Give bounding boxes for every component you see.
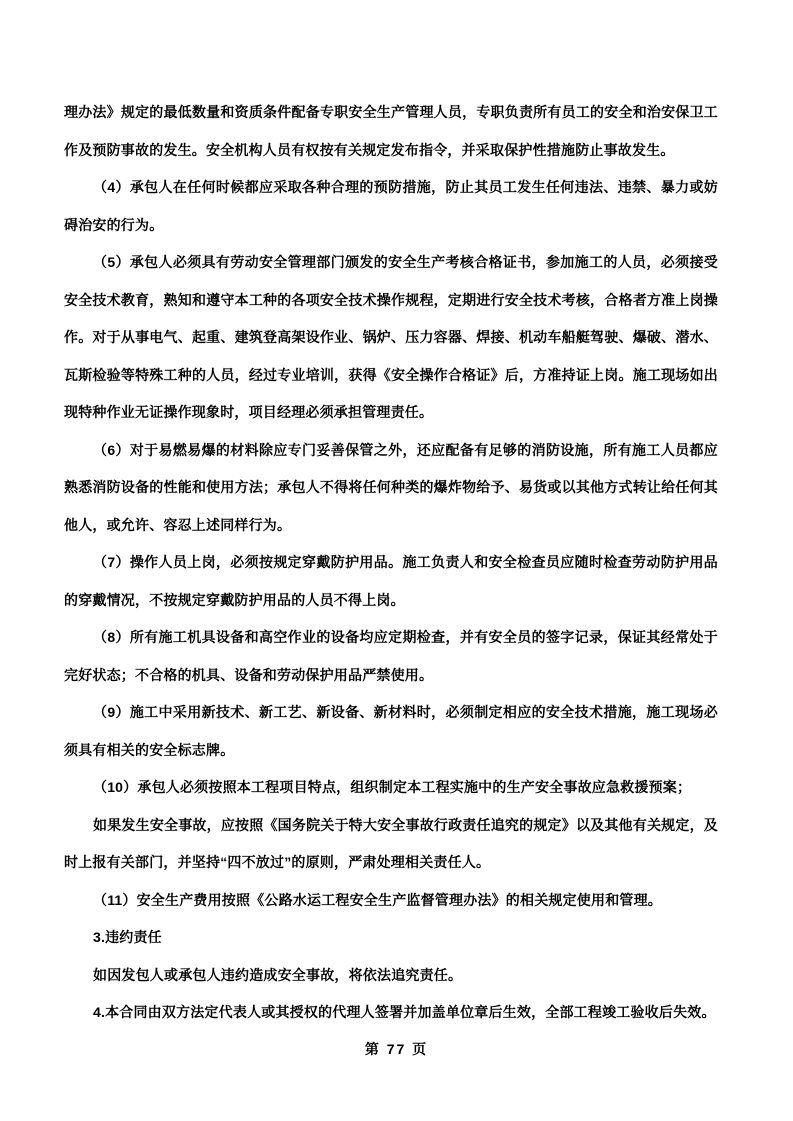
paragraph: 如果发生安全事故，应按照《国务院关于特大安全事故行政责任追究的规定》以及其他有关规定，及时上报有关部门，并坚持“四不放过”的原则，严肃处理相关责任人。: [64, 816, 718, 870]
paragraph: 理办法》规定的最低数量和资质条件配备专职安全生产管理人员，专职负责所有员工的安全和治安保卫工作及预防事故的发生。安全机构人员有权按有关规定发布指令，并采取保护性措施防止事故发生。: [64, 104, 718, 158]
paragraph: 4.本合同由双方法定代表人或其授权的代理人签署并加盖单位章后生效，全部工程竣工验收后失效。: [93, 1004, 716, 1020]
paragraph: （7）操作人员上岗，必须按规定穿戴防护用品。施工负责人和安全检查员应随时检查劳动防护用品的穿戴情况，不按规定穿戴防护用品的人员不得上岗。: [64, 554, 718, 608]
paragraph: （4）承包人在任何时候都应采取各种合理的预防措施，防止其员工发生任何违法、违禁、暴力或妨碍治安的行为。: [64, 179, 718, 233]
paragraph: 3.违约责任: [93, 929, 162, 945]
paragraph: 如因发包人或承包人违约造成安全事故，将依法追究责任。: [93, 966, 463, 983]
page-number: 第 77 页: [364, 1041, 429, 1057]
paragraph: （11）安全生产费用按照《公路水运工程安全生产监督管理办法》的相关规定使用和管理。: [93, 891, 662, 908]
paragraph: （9）施工中采用新技术、新工艺、新设备、新材料时，必须制定相应的安全技术措施，施工现场必须具有相关的安全标志牌。: [64, 704, 718, 758]
paragraph: （10）承包人必须按照本工程项目特点，组织制定本工程实施中的生产安全事故应急救援预案；: [93, 779, 692, 795]
paragraph: （5）承包人必须具有劳动安全管理部门颁发的安全生产考核合格证书，参加施工的人员，必须接受安全技术教育，熟知和遵守本工种的各项安全技术操作规程，定期进行安全技术考核，合格者方准上岗操作。对于从事电气、起重、建筑登高架设作业、锅炉、压力容器、焊接、机动车船艇驾驶、爆破、潜水、瓦斯检验等特殊工种的人员，经过专业培训，获得《安全操作合格证》后，方准持证上岗。施工现场如出现特种作业无证操作现象时，项目经理必须承担管理责任。: [64, 254, 718, 420]
paragraph: （8）所有施工机具设备和高空作业的设备均应定期检查，并有安全员的签字记录，保证其经常处于完好状态；不合格的机具、设备和劳动保护用品严禁使用。: [64, 629, 718, 683]
contract-text-block: [64, 94, 718, 1032]
paragraph: （6）对于易燃易爆的材料除应专门妥善保管之外，还应配备有足够的消防设施，所有施工人员都应熟悉消防设备的性能和使用方法；承包人不得将任何种类的爆炸物给予、易货或以其他方式转让给任何其他人，或允许、容忍上述同样行为。: [64, 441, 718, 533]
